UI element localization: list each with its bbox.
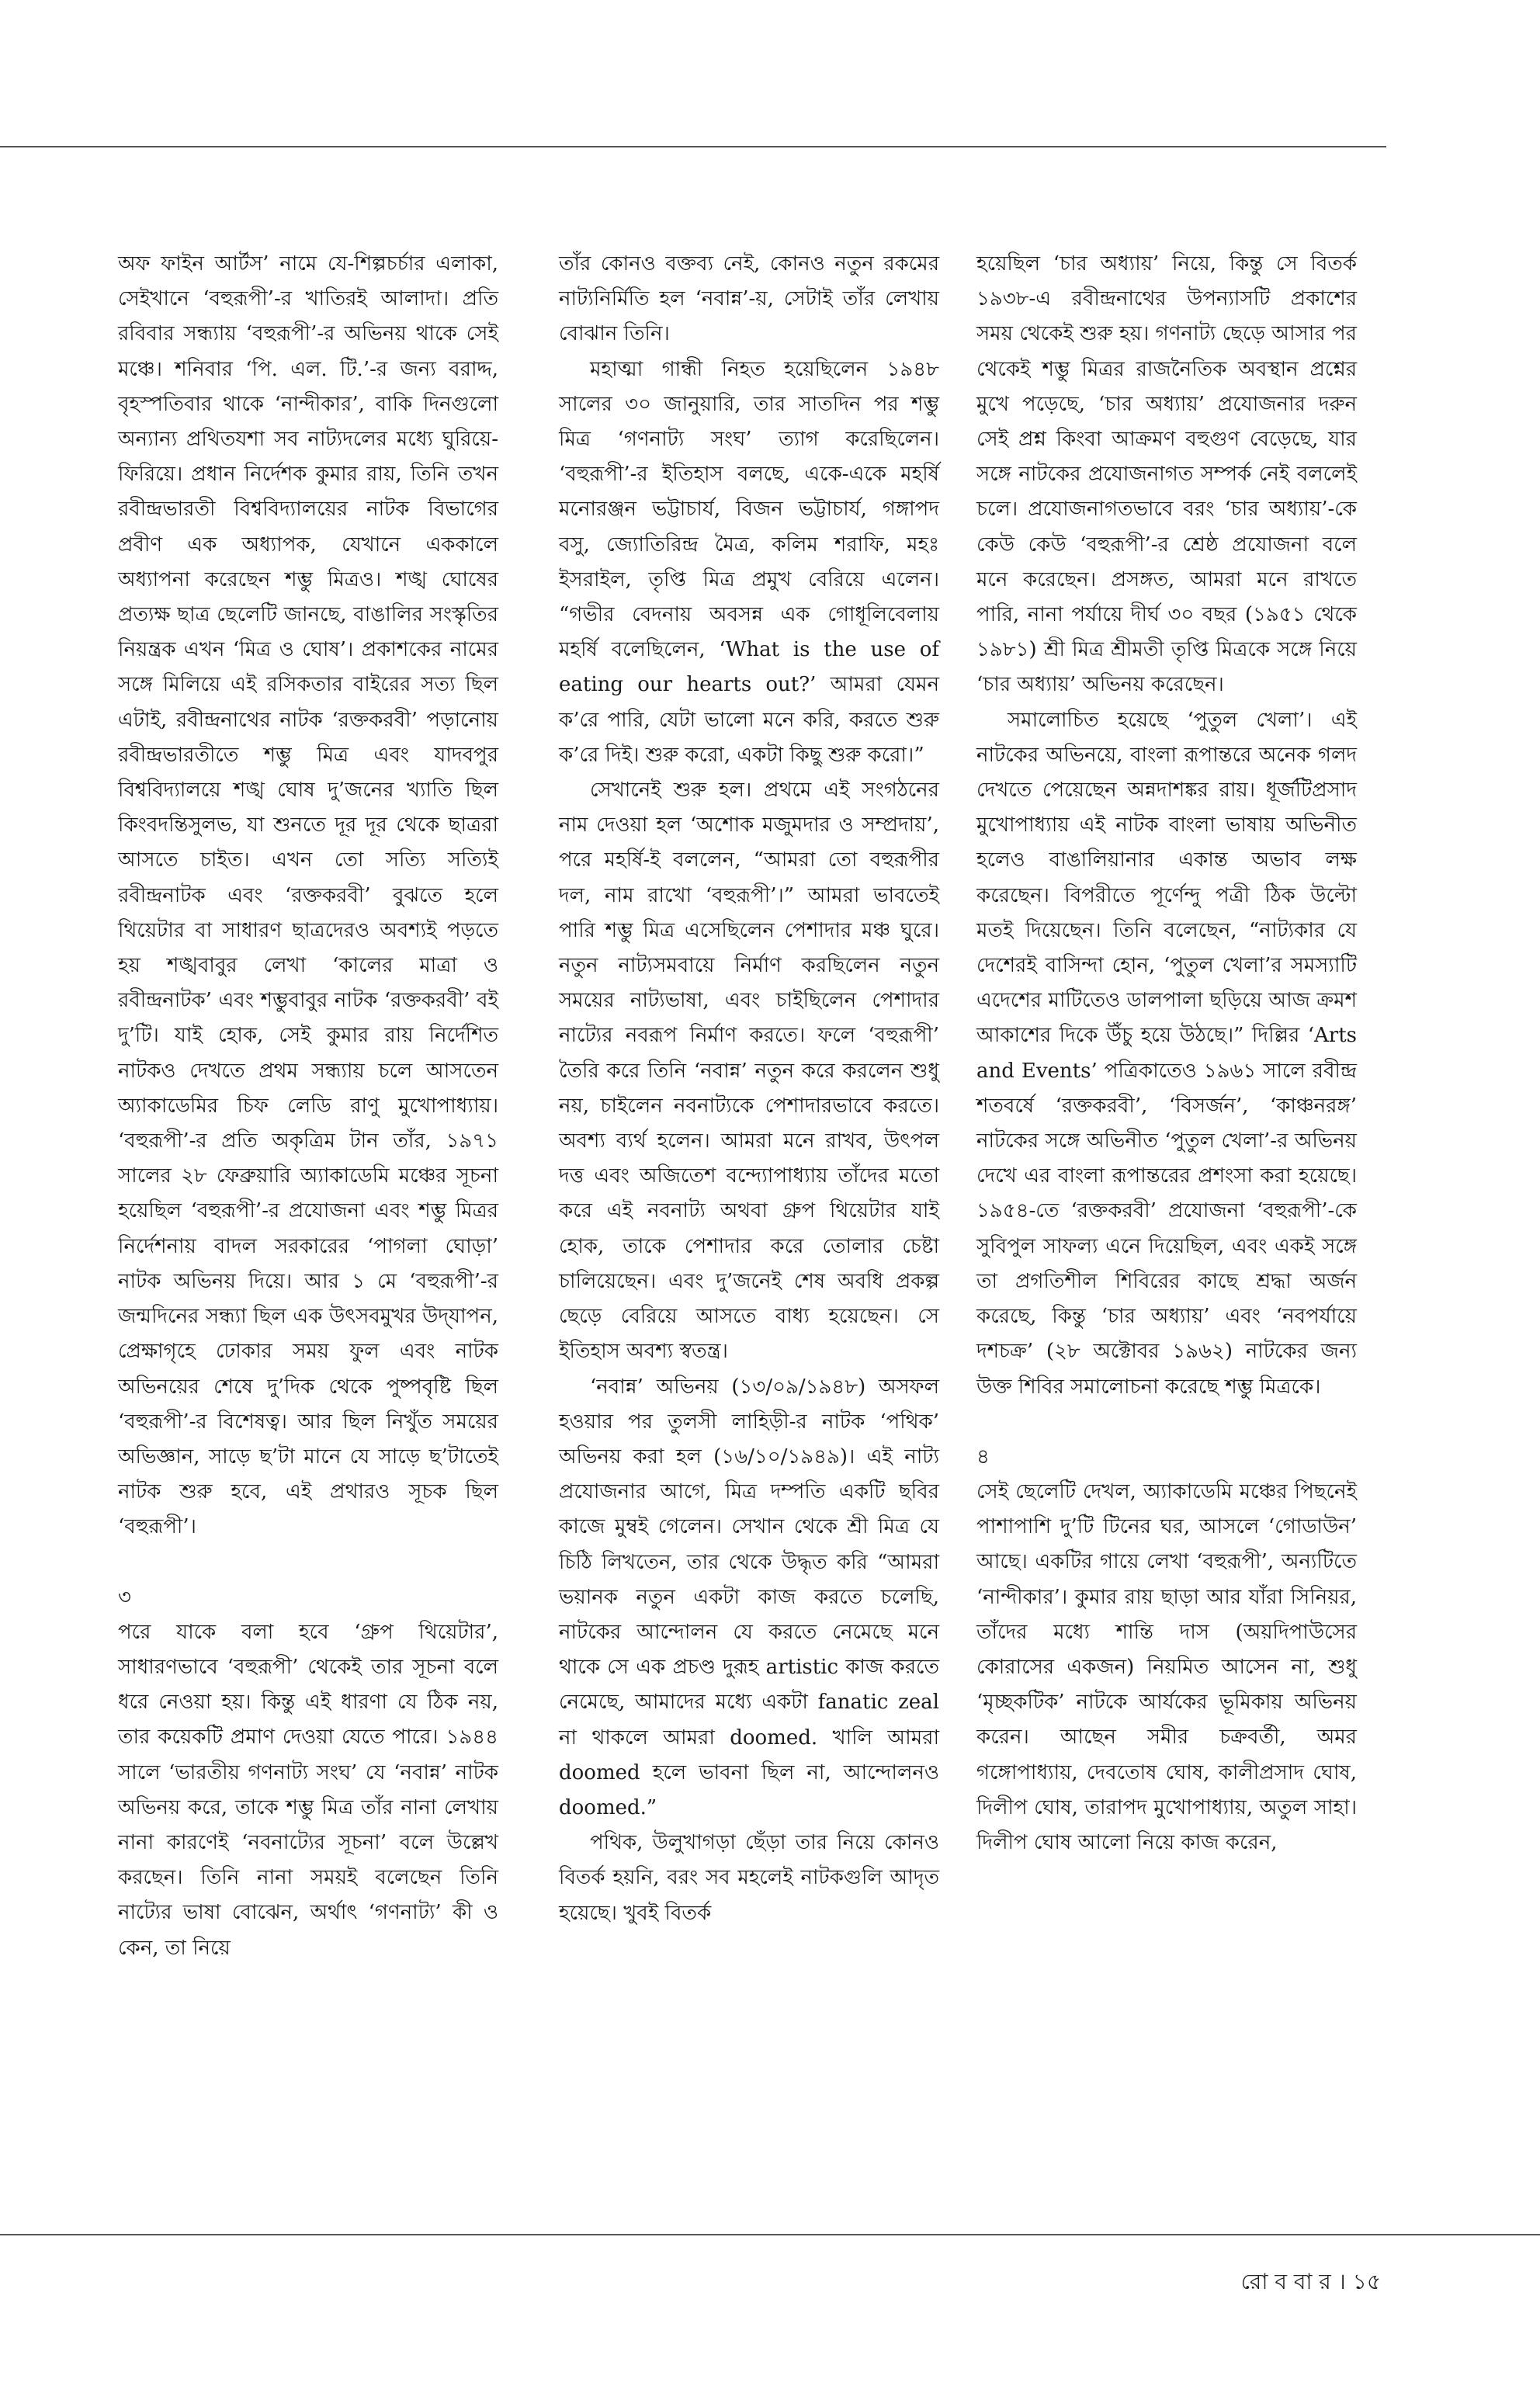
col2-paragraph-5: পথিক, উলুখাগড়া ছেঁড়া তার নিয়ে কোনও বিতর্ক হয়নি, বরং সব মহলেই নাটকগুলি আদৃত হয়েছে। খুবই বিতর্ক <box>559 1831 939 1925</box>
column-3 <box>976 247 1357 1861</box>
section-number-3: ৩ <box>118 1585 131 1609</box>
top-rule <box>0 146 1386 147</box>
col1-paragraph-2: পরে যাকে বলা হবে ‘গ্রুপ থিয়েটার’, সাধারণভাবে ‘বহুরূপী’ থেকেই তার সূচনা বলে ধরে নেওয়া হয়। কিন্তু এই ধারণা যে ঠিক নয়, তার কয়েকটি প্রমাণ দেওয়া যেতে পারে। ১৯৪৪ সালে ‘ভারতীয় গণনাট্য সংঘ’ যে ‘নবান্ন’ নাটক অভিনয় করে, তাকে শম্ভু মিত্র তাঁর নানা লেখায় নানা কারণেই ‘নবনাট্যের সূচনা’ বলে উল্লেখ করছেন। তিনি নানা সময়ই বলেছেন তিনি নাট্যের ভাষা বোঝেন, অর্থাৎ ‘গণনাট্য’ কী ও কেন, তা নিয়ে <box>118 1620 498 1960</box>
col2-paragraph-1: তাঁর কোনও বক্তব্য নেই, কোনও নতুন রকমের নাট্যনির্মিতি হল ‘নবান্ন’-য়, সেটাই তাঁর লেখায় বোঝান তিনি। <box>559 252 939 346</box>
col3-paragraph-3: সেই ছেলেটি দেখল, অ্যাকাডেমি মঞ্চের পিছনেই পাশাপাশি দু’টি টিনের ঘর, আসলে ‘গোডাউন’ আছে। একটির গায়ে লেখা ‘বহুরূপী’, অন্যটিতে ‘নান্দীকার’। কুমার রায় ছাড়া আর যাঁরা সিনিয়র, তাঁদের মধ্যে শান্তি দাস (অয়দিপাউসের কোরাসের একজন) নিয়মিত আসেন না, শুধু ‘মৃচ্ছকটিক’ নাটকে আর্যকের ভূমিকায় অভিনয় করেন। আছেন সমীর চক্রবর্তী, অমর গঙ্গোপাধ্যায়, দেবতোষ ঘোষ, কালীপ্রসাদ ঘোষ, দিলীপ ঘোষ, তারাপদ মুখোপাধ্যায়, অতুল সাহা। দিলীপ ঘোষ আলো নিয়ে কাজ করেন, <box>976 1479 1357 1854</box>
column-1 <box>118 247 498 1966</box>
col2-paragraph-2: মহাত্মা গান্ধী নিহত হয়েছিলেন ১৯৪৮ সালের ৩০ জানুয়ারি, তার সাতদিন পর শম্ভু মিত্র ‘গণনাট্য সংঘ’ ত্যাগ করেছিলেন। ‘বহুরূপী’-র ইতিহাস বলছে, একে-একে মহর্ষি মনোরঞ্জন ভট্টাচার্য, বিজন ভট্টাচার্য, গঙ্গাপদ বসু, জ্যোতিরিন্দ্র মৈত্র, কলিম শরাফি, মহঃ ইসরাইল, তৃপ্তি মিত্র প্রমুখ বেরিয়ে এলেন। “গভীর বেদনায় অবসন্ন এক গোধূলিবেলায় মহর্ষি বলেছিলেন, ‘What is the use of eating our hearts out?’ আমরা যেমন ক’রে পারি, যেটা ভালো মনে করি, করতে শুরু ক’রে দিই। শুরু করো, একটা কিছু শুরু করো।” <box>559 357 939 767</box>
col1-paragraph-1: অফ ফাইন আর্টস’ নামে যে-শিল্পচর্চার এলাকা, সেইখানে ‘বহুরূপী’-র খাতিরই আলাদা। প্রতি রবিবার সন্ধ্যায় ‘বহুরূপী’-র অভিনয় থাকে সেই মঞ্চে। শনিবার ‘পি. এল. টি.’-র জন্য বরাদ্দ, বৃহস্পতিবার থাকে ‘নান্দীকার’, বাকি দিনগুলো অন্যান্য প্রথিতযশা সব নাট্যদলের মধ্যে ঘুরিয়ে-ফিরিয়ে। প্রধান নির্দেশক কুমার রায়, তিনি তখন রবীন্দ্রভারতী বিশ্ববিদ্যালয়ের নাটক বিভাগের প্রবীণ এক অধ্যাপক, যেখানে এককালে অধ্যাপনা করেছেন শম্ভু মিত্রও। শঙ্খ ঘোষের প্রত্যক্ষ ছাত্র ছেলেটি জানছে, বাঙালির সংস্কৃতির নিয়ন্ত্রক এখন ‘মিত্র ও ঘোষ’। প্রকাশকের নামের সঙ্গে মিলিয়ে এই রসিকতার বাইরের সত্য ছিল এটাই, রবীন্দ্রনাথের নাটক ‘রক্তকরবী’ পড়ানোয় রবীন্দ্রভারতীতে শম্ভু মিত্র এবং যাদবপুর বিশ্ববিদ্যালয়ে শঙ্খ ঘোষ দু’জনের খ্যাতি ছিল কিংবদন্তিসুলভ, যা শুনতে দূর দূর থেকে ছাত্ররা আসতে চাইত। এখন তো সত্যি সত্যিই রবীন্দ্রনাটক এবং ‘রক্তকরবী’ বুঝতে হলে থিয়েটার বা সাধারণ ছাত্রদেরও অবশ্যই পড়তে হয় শঙ্খবাবুর লেখা ‘কালের মাত্রা ও রবীন্দ্রনাটক’ এবং শম্ভুবাবুর নাটক ‘রক্তকরবী’ বই দু’টি। যাই হোক, সেই কুমার রায় নির্দেশিত নাটকও দেখতে প্রথম সন্ধ্যায় চলে আসতেন অ্যাকাডেমির চিফ লেডি রাণু মুখোপাধ্যায়। ‘বহুরূপী’-র প্রতি অকৃত্রিম টান তাঁর, ১৯৭১ সালের ২৮ ফেব্রুয়ারি অ্যাকাডেমি মঞ্চের সূচনা হয়েছিল ‘বহুরূপী’-র প্রযোজনা এবং শম্ভু মিত্রর নির্দেশনায় বাদল সরকারের ‘পাগলা ঘোড়া’ নাটক অভিনয় দিয়ে। আর ১ মে ‘বহুরূপী’-র জন্মদিনের সন্ধ্যা ছিল এক উৎসবমুখর উদ্‌যাপন, প্রেক্ষাগৃহে ঢোকার সময় ফুল এবং নাটক অভিনয়ের শেষে দু’দিক থেকে পুষ্পবৃষ্টি ছিল ‘বহুরূপী’-র বিশেষত্ব। আর ছিল নিখুঁত সময়ের অভিজ্ঞান, সাড়ে ছ’টা মানে যে সাড়ে ছ’টাতেই নাটক শুরু হবে, এই প্রথারও সূচক ছিল ‘বহুরূপী’। <box>118 252 498 1539</box>
section-number-4: ৪ <box>976 1444 990 1469</box>
column-2 <box>559 247 939 1931</box>
col2-paragraph-3: সেখানেই শুরু হল। প্রথমে এই সংগঠনের নাম দেওয়া হল ‘অশোক মজুমদার ও সম্প্রদায়’, পরে মহর্ষি-ই বললেন, “আমরা তো বহুরূপীর দল, নাম রাখো ‘বহুরূপী’।” আমরা ভাবতেই পারি শম্ভু মিত্র এসেছিলেন পেশাদার মঞ্চ ঘুরে। নতুন নাট্যসমবায়ে নির্মাণ করছিলেন নতুন সময়ের নাট্যভাষা, এবং চাইছিলেন পেশাদার নাট্যের নবরূপ নির্মাণ করতে। ফলে ‘বহুরূপী’ তৈরি করে তিনি ‘নবান্ন’ নতুন করে করলেন শুধু নয়, চাইলেন নবনাট্যকে পেশাদারভাবে করতে। অবশ্য ব্যর্থ হলেন। আমরা মনে রাখব, উৎপল দত্ত এবং অজিতেশ বন্দ্যোপাধ্যায় তাঁদের মতো করে এই নবনাট্য অথবা গ্রুপ থিয়েটার যাই হোক, তাকে পেশাদার করে তোলার চেষ্টা চালিয়েছেন। এবং দু’জনেই শেষ অবধি প্রকল্প ছেড়ে বেরিয়ে আসতে বাধ্য হয়েছেন। সে ইতিহাস অবশ্য স্বতন্ত্র। <box>559 779 939 1364</box>
col3-paragraph-2: সমালোচিত হয়েছে ‘পুতুল খেলা’। এই নাটকের অভিনয়ে, বাংলা রূপান্তরে অনেক গলদ দেখতে পেয়েছেন অন্নদাশঙ্কর রায়। ধূর্জটিপ্রসাদ মুখোপাধ্যায় এই নাটক বাংলা ভাষায় অভিনীত হলেও বাঙালিয়ানার একান্ত অভাব লক্ষ করেছেন। বিপরীতে পূর্ণেন্দু পত্রী ঠিক উল্টো মতই দিয়েছেন। তিনি বলেছেন, “নাট্যকার যে দেশেরই বাসিন্দা হোন, ‘পুতুল খেলা’র সমস্যাটি এদেশের মাটিতেও ডালপালা ছড়িয়ে আজ ক্রমশ আকাশের দিকে উঁচু হয়ে উঠছে।” দিল্লির ‘Arts and Events’ পত্রিকাতেও ১৯৬১ সালে রবীন্দ্র শতবর্ষে ‘রক্তকরবী’, ‘বিসর্জন’, ‘কাঞ্চনরঙ্গ’ নাটকের সঙ্গে অভিনীত ‘পুতুল খেলা’-র অভিনয় দেখে এর বাংলা রূপান্তরের প্রশংসা করা হয়েছে। ১৯৫৪-তে ‘রক্তকরবী’ প্রযোজনা ‘বহুরূপী’-কে সুবিপুল সাফল্য এনে দিয়েছিল, এবং একই সঙ্গে তা প্রগতিশীল শিবিরের কাছে শ্রদ্ধা অর্জন করেছে, কিন্তু ‘চার অধ্যায়’ এবং ‘নবপর্যায়ে দশচক্র’ (২৮ অক্টোবর ১৯৬২) নাটকের জন্য উক্ত শিবির সমালোচনা করেছে শম্ভু মিত্রকে। <box>976 708 1357 1399</box>
bottom-rule <box>0 2234 1540 2235</box>
page-footer: রো ব বা র । ১৫ <box>1240 2269 1381 2294</box>
col2-paragraph-4: ‘নবান্ন’ অভিনয় (১৩/০৯/১৯৪৮) অসফল হওয়ার পর তুলসী লাহিড়ী-র নাটক ‘পথিক’ অভিনয় করা হল (১৬/১০/১৯৪৯)। এই নাট্য প্রযোজনার আগে, মিত্র দম্পতি একটি ছবির কাজে মুম্বই গেলেন। সেখান থেকে শ্রী মিত্র যে চিঠি লিখতেন, তার থেকে উদ্ধৃত করি “আমরা ভয়ানক নতুন একটা কাজ করতে চলেছি, নাটকের আন্দোলন যে করতে নেমেছে মনে থাকে সে এক প্রচণ্ড দুরূহ artistic কাজ করতে নেমেছে, আমাদের মধ্যে একটা fanatic zeal না থাকলে আমরা doomed. খালি আমরা doomed হলে ভাবনা ছিল না, আন্দোলনও doomed.” <box>559 1375 939 1819</box>
col3-paragraph-1: হয়েছিল ‘চার অধ্যায়’ নিয়ে, কিন্তু সে বিতর্ক ১৯৩৮-এ রবীন্দ্রনাথের উপন্যাসটি প্রকাশের সময় থেকেই শুরু হয়। গণনাট্য ছেড়ে আসার পর থেকেই শম্ভু মিত্রর রাজনৈতিক অবস্থান প্রশ্নের মুখে পড়েছে, ‘চার অধ্যায়’ প্রযোজনার দরুন সেই প্রশ্ন কিংবা আক্রমণ বহুগুণ বেড়েছে, যার সঙ্গে নাটকের প্রযোজনাগত সম্পর্ক নেই বললেই চলে। প্রযোজনাগতভাবে বরং ‘চার অধ্যায়’-কে কেউ কেউ ‘বহুরূপী’-র শ্রেষ্ঠ প্রযোজনা বলে মনে করেছেন। প্রসঙ্গত, আমরা মনে রাখতে পারি, নানা পর্যায়ে দীর্ঘ ৩০ বছর (১৯৫১ থেকে ১৯৮১) শ্রী মিত্র শ্রীমতী তৃপ্তি মিত্রকে সঙ্গে নিয়ে ‘চার অধ্যায়’ অভিনয় করেছেন। <box>976 252 1357 697</box>
